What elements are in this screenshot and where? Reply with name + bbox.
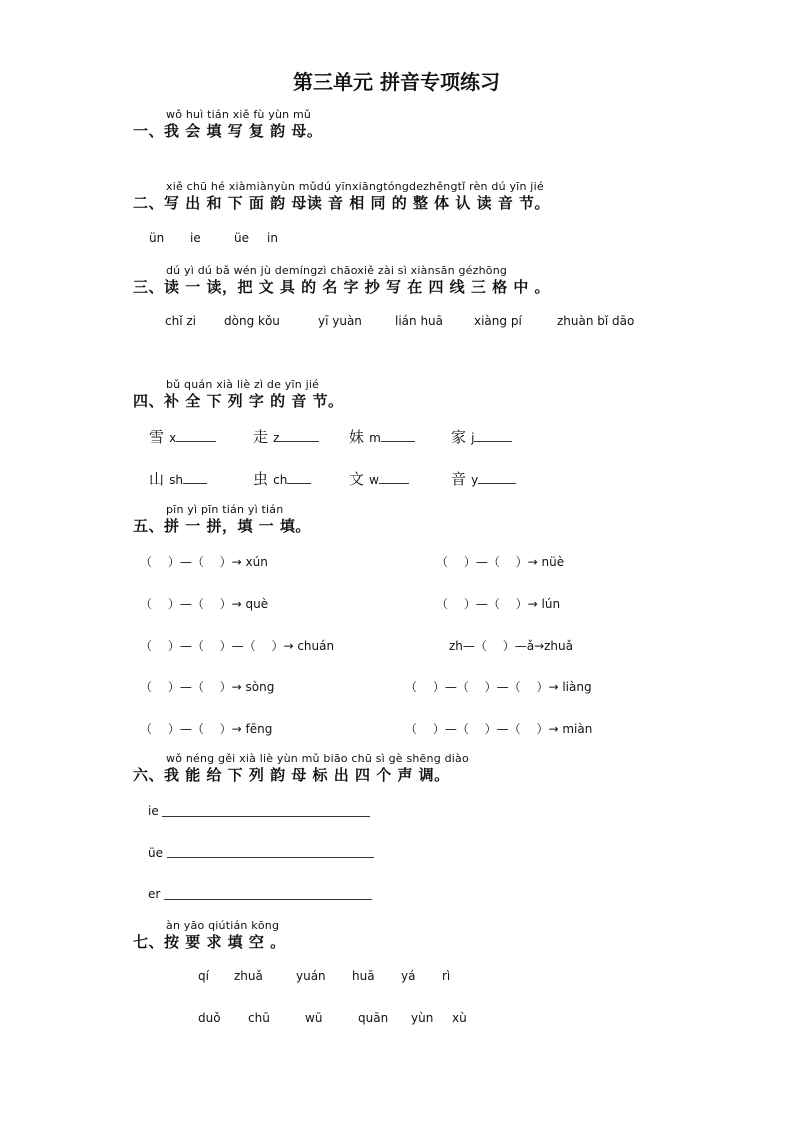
pinyin-word: huā (352, 969, 375, 983)
stationery-word: zhuàn bǐ dāo (557, 314, 635, 328)
syllable-item: 虫 ch (253, 468, 311, 489)
section-5-pinyin: pīn yì pīn tián yì tián (166, 503, 284, 516)
spelling-exercise: （ ）—（ ）→ xún (140, 555, 268, 569)
vowel-item: ie (190, 231, 201, 245)
answer-line (167, 857, 374, 858)
section-7-pinyin: àn yāo qiútián kōng (166, 919, 280, 932)
section-4-pinyin: bǔ quán xià liè zì de yīn jié (166, 378, 320, 391)
syllable-item: 走 z (253, 426, 319, 447)
section-3-pinyin: dú yì dú bǎ wén jù demíngzì chāoxiě zài sì xiànsān gézhōng (166, 264, 508, 277)
spelling-exercise: （ ）—（ ）→ sòng (140, 680, 275, 694)
section-1-heading: 一、我 会 填 写 复 韵 母。 (133, 122, 323, 140)
section-1-pinyin: wǒ huì tián xiě fù yùn mǔ (166, 108, 312, 121)
tone-item: ie (148, 804, 159, 818)
pinyin-word: yuán (296, 969, 326, 983)
syllable-item: 山 sh (149, 468, 207, 489)
section-7-heading: 七、按 要 求 填 空 。 (133, 933, 286, 951)
pinyin-word: wū (305, 1011, 323, 1025)
syllable-item: 雪 x (149, 426, 216, 447)
section-5-heading: 五、拼 一 拼，填 一 填。 (133, 517, 311, 535)
syllable-item: 音 y (451, 468, 516, 489)
pinyin-word: quān (358, 1011, 389, 1025)
syllable-item: 妹 m (349, 426, 415, 447)
section-3-heading: 三、读 一 读，把 文 具 的 名 字 抄 写 在 四 线 三 格 中 。 (133, 278, 551, 296)
pinyin-word: rì (442, 969, 451, 983)
stationery-word: yī yuàn (318, 314, 362, 328)
spelling-exercise: （ ）—（ ）—（ ）→ chuán (140, 639, 335, 653)
pinyin-word: yá (401, 969, 416, 983)
tone-item: er (148, 887, 161, 901)
stationery-word: dòng kǒu (224, 314, 280, 328)
pinyin-word: duǒ (198, 1011, 221, 1025)
section-2-pinyin: xiě chū hé xiàmiànyùn mǔdú yīnxiāngtóngdezhěngtǐ rèn dú yīn jié (166, 180, 544, 193)
answer-line (164, 899, 372, 900)
spelling-exercise: （ ）—（ ）—（ ）→ liàng (405, 680, 592, 694)
answer-line (162, 816, 370, 817)
pinyin-word: zhuǎ (234, 969, 263, 983)
pinyin-word: chū (248, 1011, 270, 1025)
page-title: 第三单元 拼音专项练习 (293, 70, 500, 94)
spelling-exercise: （ ）—（ ）—（ ）→ miàn (405, 722, 593, 736)
vowel-item: in (267, 231, 278, 245)
spelling-exercise: （ ）—（ ）→ què (140, 597, 269, 611)
pinyin-word: qí (198, 969, 209, 983)
pinyin-word: xù (452, 1011, 467, 1025)
spelling-exercise: （ ）—（ ）→ nüè (436, 555, 565, 569)
stationery-word: lián huā (395, 314, 444, 328)
vowel-item: ün (149, 231, 165, 245)
pinyin-word: yùn (411, 1011, 434, 1025)
section-6-heading: 六、我 能 给 下 列 韵 母 标 出 四 个 声 调。 (133, 766, 450, 784)
section-6-pinyin: wǒ néng gěi xià liè yùn mǔ biāo chū sì gè shēng diào (166, 752, 469, 765)
spelling-exercise: zh—（ ）—ǎ→zhuǎ (449, 639, 573, 653)
tone-item: üe (148, 846, 163, 860)
stationery-word: chǐ zi (165, 314, 196, 328)
section-2-heading: 二、写 出 和 下 面 韵 母读 音 相 同 的 整 体 认 读 音 节。 (133, 194, 551, 212)
vowel-item: üe (234, 231, 249, 245)
spelling-exercise: （ ）—（ ）→ fēng (140, 722, 273, 736)
spelling-exercise: （ ）—（ ）→ lún (436, 597, 561, 611)
syllable-item: 家 j (451, 426, 512, 447)
stationery-word: xiàng pí (474, 314, 522, 328)
section-4-heading: 四、补 全 下 列 字 的 音 节。 (133, 392, 344, 410)
syllable-item: 文 w (349, 468, 409, 489)
